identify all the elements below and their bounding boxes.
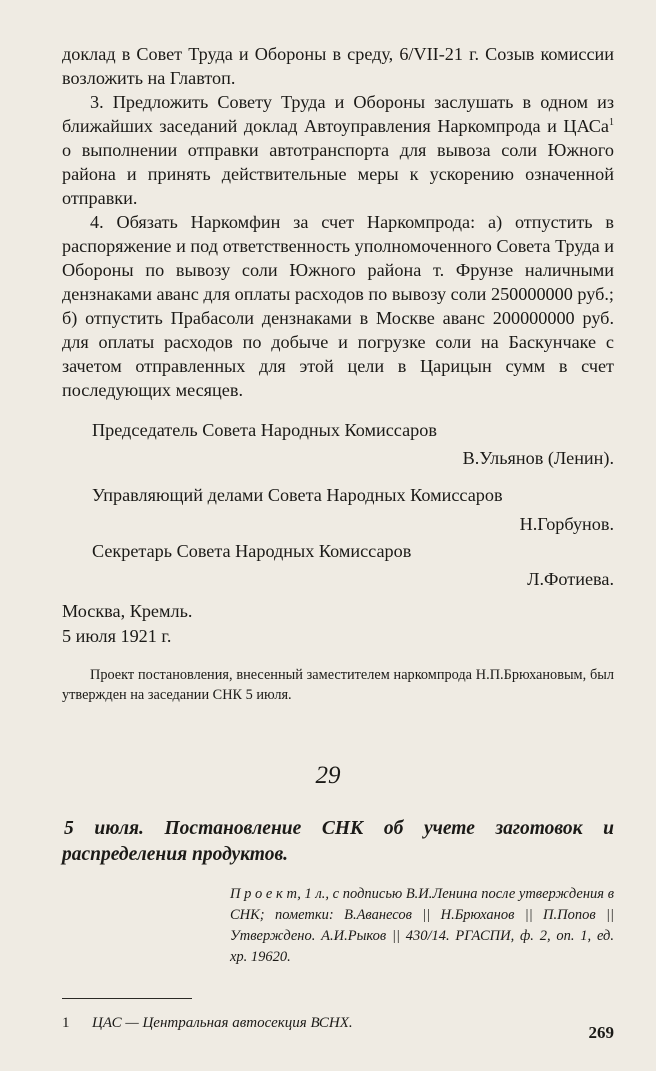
signing-date: 5 июля 1921 г. xyxy=(62,626,172,646)
footnote-number: 1 xyxy=(62,1015,70,1031)
secretary-name: Л.Фотиева. xyxy=(527,569,614,589)
footnote xyxy=(62,1013,353,1033)
footnote-ref: 1 xyxy=(609,117,614,128)
page-number: 269 xyxy=(588,1023,614,1042)
manager-name: Н.Горбунов. xyxy=(519,514,614,534)
footnote-text: ЦАС — Центральная автосекция ВСНХ. xyxy=(92,1015,353,1031)
paragraph-4: 4. Обязать Наркомфин за счет Наркомпрода: а) отпустить в распоряжение и под ответственность уполномоченного Совета Труда и Обороны по вывозу соли Южного района т. Фрунзе наличными дензнаками аванс для оплаты расходов по вывозу соли 250000000 руб.; б) отпустить Прабасоли дензнаками в Москве аванс 200000000 руб. для оплаты расходов по добыче и погрузке соли на Баскунчаке с зачетом отправленных для этой цели в Царицын сумм в счет последующих месяцев. xyxy=(62,212,614,400)
document-title: 5 июля. Постановление СНК об учете заготовок и распределения продуктов. xyxy=(62,818,614,865)
paragraph-3 xyxy=(62,90,614,210)
editorial-note: Проект постановления, внесенный заместителем наркомпрода Н.П.Брюхановым, был утвержден на заседании СНК 5 июля. xyxy=(62,667,614,703)
signing-place: Москва, Кремль. xyxy=(62,601,193,621)
document-number: 29 xyxy=(315,762,341,789)
chair-title: Председатель Совета Народных Комиссаров xyxy=(92,420,437,440)
chair-name: В.Ульянов (Ленин). xyxy=(462,448,614,468)
paragraph-continuation: доклад в Совет Труда и Обороны в среду, 6/VII-21 г. Созыв комиссии возложить на Главтоп. xyxy=(62,44,614,88)
secretary-title: Секретарь Совета Народных Комиссаров xyxy=(92,541,412,561)
archive-reference: П р о е к т, 1 л., с подписью В.И.Ленина после утверждения в СНК; пометки: В.Аванесов || Н.Брюханов || П.Попов || Утверждено. А.И.Рыков || 430/14. РГАСПИ, ф. 2, оп. 1, ед. хр. 19620. xyxy=(230,886,614,965)
paragraph-3-text-cont: о выполнении отправки автотранспорта для вывоза соли Южного района и принять действительные меры к ускорению означенной отправки. xyxy=(62,140,614,208)
paragraph-3-text: 3. Предложить Совету Труда и Обороны заслушать в одном из ближайших заседаний доклад Автоуправления Наркомпрода и ЦАСа xyxy=(62,92,614,136)
footnote-divider xyxy=(62,998,192,999)
manager-title: Управляющий делами Совета Народных Комиссаров xyxy=(92,485,503,505)
